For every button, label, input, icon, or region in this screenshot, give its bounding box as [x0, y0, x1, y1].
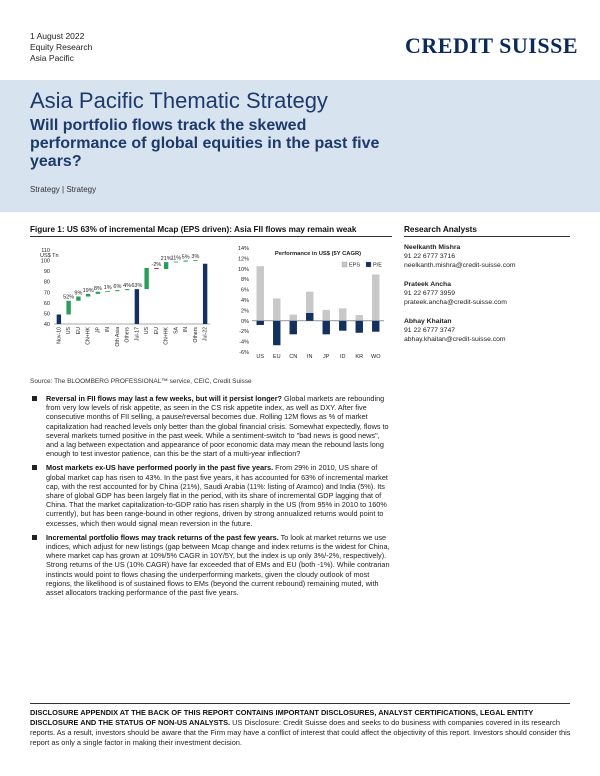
bullet-item: [30, 394, 392, 458]
analyst-email[interactable]: prateek.ancha@credit-suisse.com: [404, 299, 507, 306]
figure-source: Source: The BLOOMBERG PROFESSIONAL™ service, CEIC, Credit Suisse: [30, 378, 252, 385]
waterfall-bar: [66, 301, 70, 315]
y-axis-label: US$ Tn: [40, 253, 59, 259]
bar-pe: [372, 321, 379, 332]
bar-eps: [372, 275, 379, 321]
analyst-name: Prateek Ancha: [404, 281, 451, 288]
x-tick-label: IN: [105, 327, 112, 333]
bar-data-label: 5%: [181, 254, 190, 261]
y-tick-label: 6%: [241, 287, 249, 294]
waterfall-bar: [144, 268, 148, 289]
bullet-body: From 29% in 2010, US share of global market cap has risen to 43%. In the past five years, it has accounted for 63% of incremental market cap, with the rest accounted for by China (21%), Saudi Arabia (11%: listing of Aramco) and India (5%). Its share of global GDP has been largely flat in the period, with its share of incremental GDP lagging that of China. That the market capitalization-to-GDP ratio has risen sharply in the US (from 95% in 2010 to 160% currently), but has been range-bound in other regions, driven by strong annualized returns would point to excesses, which then would signal mean reversion in the future.: [46, 463, 388, 528]
report-type: Equity Research: [30, 42, 93, 52]
chart-title: Performance in US$ (5Y CAGR): [274, 251, 362, 257]
waterfall-bar: [76, 297, 80, 301]
y-tick-label: -2%: [239, 329, 249, 336]
disclosure-text: [30, 708, 572, 748]
y-tick-label: 50: [43, 311, 50, 318]
figure-title: Figure 1: US 63% of incremental Mcap (EPS driven): Asia FII flows may remain weak: [30, 225, 357, 234]
waterfall-bar: [164, 262, 168, 269]
disclosure-lead: DISCLOSURE APPENDIX AT THE BACK OF THIS REPORT CONTAINS IMPORTANT DISCLOSURES, ANALYST CERTIFICATIONS, LEGAL ENTITY DISCLOSURE AND THE STATUS OF NON-US ANALYSTS.: [30, 708, 534, 727]
bar-data-label: 8%: [93, 285, 102, 292]
y-tick-label: 110: [41, 248, 50, 254]
bullet-lead: Reversal in FII flows may last a few weeks, but will it persist longer?: [46, 394, 283, 403]
report-date: 1 August 2022: [30, 31, 85, 41]
bullet-square-icon: [32, 396, 37, 401]
waterfall-bar: [86, 294, 90, 297]
report-region: Asia Pacific: [30, 53, 74, 63]
bar-data-label: 1%: [103, 285, 112, 292]
x-tick-label: IN: [307, 354, 313, 358]
x-tick-label: Jul-17: [134, 327, 141, 342]
bar-pe: [306, 313, 313, 321]
x-tick-label: JP: [323, 354, 330, 358]
bar-pe: [323, 321, 330, 335]
bullet-body: Global markets are rebounding from very low levels of risk appetite, as seen in the CS risk appetite index, as well as DXY. After five consecutive months of FII selling, a pause/reversal becomes due. Rolling 12M flows as % of market capitalization had reached levels only better than the global financial crisis. Somewhat expectedly, flows to several markets turned positive in the past week. While a sentiment-switch to "bad news is good news", and a lag between expectation and appearance of poor economic data may mean the rebound lasts long enough to test investor patience, can this be the start of a multi-year inflection?: [46, 394, 389, 459]
bar-eps: [257, 266, 264, 321]
bar-pe: [273, 321, 280, 345]
bullet-body: To look at market returns we use indices, which adjust for new listings (gap between Mcap change and index returns is the widest for China, where market cap has grown at 10%/5% CAGR in 10Y/5Y, but the index is up only 3%/-2%, respectively). Strong returns of the US (10% CAGR) have far exceeded that of EMs and EU (both -1%). While contrarian instincts would point to flows chasing the underperforming markets, given the cloudy outlook of most regions, the likelihood is of sustained flows to EMs (beyond the current rebound) remaining muted, with asset allocators tracking performance of the past five years.: [46, 532, 390, 598]
analyst-phone: 91 22 6777 3959: [404, 290, 456, 297]
waterfall-bar: [154, 268, 158, 269]
x-tick-label: Others: [124, 327, 131, 343]
bar-eps: [356, 315, 363, 321]
y-tick-label: 40: [43, 322, 50, 328]
waterfall-bar: [57, 314, 61, 324]
x-tick-label: Others: [192, 327, 199, 343]
analyst-email[interactable]: abhay.khaitan@credit-suisse.com: [404, 336, 506, 343]
bullet-square-icon: [32, 465, 37, 470]
disclosure-body: US Disclosure: Credit Suisse does and seeks to do business with companies covered in its research reports. As a result, investors should be aware that the Firm may have a conflict of interest that could affect the objectivity of this report. Investors should consider this report as only a single factor in making their investment decision.: [30, 718, 571, 747]
legend-label: EPS: [349, 262, 361, 269]
bar-eps: [273, 298, 280, 320]
y-tick-label: -6%: [239, 350, 249, 356]
x-tick-label: SA: [173, 327, 180, 334]
waterfall-bar: [203, 264, 207, 324]
analyst-email[interactable]: neelkanth.mishra@credit-suisse.com: [404, 262, 516, 269]
x-tick-label: CN: [289, 354, 298, 358]
bar-pe: [290, 321, 297, 335]
bar-data-label: 3%: [191, 254, 200, 261]
y-tick-label: 10%: [237, 266, 249, 273]
x-tick-label: EU: [272, 354, 281, 358]
x-tick-label: KR: [355, 354, 364, 358]
x-tick-label: US: [66, 327, 73, 335]
legend-swatch: [342, 262, 347, 267]
analyst-card: [404, 243, 516, 270]
bar-data-label: 63%: [131, 283, 143, 290]
x-tick-label: US: [144, 327, 151, 335]
y-tick-label: -4%: [239, 339, 249, 346]
bullet-lead: Most markets ex-US have performed poorly in the past five years.: [46, 463, 274, 473]
bar-data-label: 52%: [63, 294, 75, 301]
bar-data-label: 11%: [170, 255, 182, 262]
credit-suisse-logo: CREDIT SUISSE: [405, 33, 579, 58]
analyst-card: [404, 280, 507, 307]
strategy-label: Strategy | Strategy: [30, 185, 97, 194]
report-meta: [30, 31, 92, 64]
bar-pe: [356, 321, 363, 333]
x-tick-label: JP: [95, 327, 102, 334]
bullet-lead: Incremental portfolio flows may track returns of the past few years.: [46, 532, 279, 542]
x-tick-label: EU: [75, 327, 82, 335]
waterfall-bar: [193, 260, 197, 261]
analyst-name: Abhay Khaitan: [404, 318, 452, 325]
figure-charts: [30, 240, 392, 358]
bullet-item: [30, 463, 392, 527]
y-tick-label: 8%: [241, 277, 249, 284]
x-tick-label: ID: [340, 354, 346, 358]
bar-pe: [339, 321, 346, 331]
y-tick-label: 4%: [241, 298, 249, 304]
analyst-phone: 91 22 6777 3716: [404, 253, 456, 260]
y-tick-label: 100: [40, 258, 50, 265]
waterfall-bar: [183, 261, 187, 262]
y-tick-label: 14%: [237, 246, 249, 252]
x-tick-label: Jul-22: [202, 327, 209, 342]
bar-data-label: 4%: [123, 283, 132, 290]
waterfall-bar: [96, 292, 100, 294]
research-rule: [404, 236, 570, 237]
report-title: Asia Pacific Thematic Strategy: [30, 88, 328, 113]
report-subtitle: Will portfolio flows track the skewed performance of global equities in the past five years?: [30, 117, 380, 170]
y-tick-label: 2%: [241, 308, 249, 315]
x-tick-label: EU: [153, 327, 160, 335]
analyst-card: [404, 317, 506, 344]
bar-data-label: 9%: [74, 290, 83, 297]
research-analysts-title: Research Analysts: [404, 225, 477, 234]
bullet-square-icon: [32, 535, 37, 540]
legend-swatch: [366, 262, 371, 267]
y-tick-label: 90: [43, 269, 50, 276]
figure-rule: [30, 236, 392, 237]
disclosure-rule: [30, 703, 570, 704]
waterfall-bar: [125, 289, 129, 290]
x-tick-label: Oth Asia: [114, 327, 121, 347]
waterfall-bar: [105, 291, 109, 292]
bar-data-label: -2%: [151, 261, 162, 268]
analyst-phone: 91 22 6777 3747: [404, 327, 456, 334]
y-tick-label: 70: [43, 290, 50, 297]
x-tick-label: WO: [371, 354, 381, 358]
legend-label: P/E: [373, 262, 382, 269]
bar-pe: [257, 321, 264, 325]
bar-data-label: 6%: [113, 284, 122, 291]
bullet-item: [30, 533, 392, 597]
bar-eps: [323, 310, 330, 321]
y-tick-label: 60: [43, 300, 50, 307]
waterfall-bar: [135, 289, 139, 324]
x-tick-label: Nov-10: [56, 327, 63, 344]
charts-svg: [30, 240, 392, 358]
waterfall-bar: [115, 290, 119, 291]
y-tick-label: 12%: [237, 256, 249, 263]
bar-eps: [290, 315, 297, 321]
y-tick-label: 0%: [241, 318, 249, 325]
x-tick-label: US: [256, 354, 265, 358]
waterfall-bar: [174, 262, 178, 263]
x-tick-label: IN: [183, 327, 190, 333]
x-tick-label: CN+HK: [85, 327, 92, 345]
analyst-name: Neelkanth Mishra: [404, 244, 461, 251]
bar-eps: [339, 308, 346, 320]
bar-data-label: 19%: [82, 287, 94, 294]
x-tick-label: CN+HK: [163, 327, 170, 345]
bar-data-label: 21%: [160, 256, 172, 263]
y-tick-label: 80: [43, 279, 50, 286]
bullet-list: [30, 394, 392, 602]
